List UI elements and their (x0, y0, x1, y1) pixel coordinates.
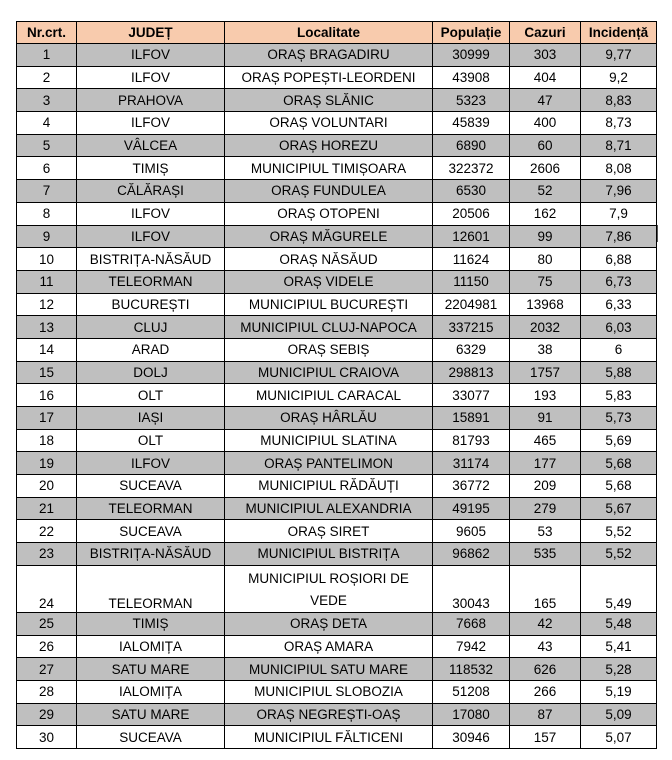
table-row (17, 202, 657, 225)
cell-nr: 5 (17, 134, 77, 157)
cell-incidenta: 6,03 (581, 316, 657, 339)
table-row (17, 66, 657, 89)
cell-populatie: 15891 (433, 407, 510, 430)
cell-judet: ARAD (77, 338, 225, 361)
cell-localitate: ORAȘ NĂSĂUD (225, 248, 433, 271)
cell-localitate: ORAȘ OTOPENI (225, 202, 433, 225)
cell-populatie: 337215 (433, 316, 510, 339)
cell-judet: ILFOV (77, 44, 225, 67)
table-row (17, 384, 657, 407)
cell-nr: 8 (17, 202, 77, 225)
cell-cazuri: 87 (510, 703, 581, 726)
cell-populatie: 36772 (433, 475, 510, 498)
cell-localitate: MUNICIPIUL ALEXANDRIA (225, 497, 433, 520)
cell-localitate: MUNICIPIUL BUCUREȘTI (225, 293, 433, 316)
cell-cazuri: 47 (510, 89, 581, 112)
cell-populatie: 11624 (433, 248, 510, 271)
cell-cazuri: 177 (510, 452, 581, 475)
cell-incidenta: 5,07 (581, 726, 657, 749)
table-row (17, 361, 657, 384)
cell-incidenta: 5,52 (581, 520, 657, 543)
cell-judet: ILFOV (77, 202, 225, 225)
cell-cazuri: 2032 (510, 316, 581, 339)
cell-localitate: ORAȘ SEBIȘ (225, 338, 433, 361)
table-row (17, 497, 657, 520)
cell-localitate: MUNICIPIUL TIMIȘOARA (225, 157, 433, 180)
cell-judet: ILFOV (77, 112, 225, 135)
table-row (17, 225, 657, 248)
cell-incidenta: 7,9 (581, 202, 657, 225)
cell-populatie: 49195 (433, 497, 510, 520)
cell-cazuri: 91 (510, 407, 581, 430)
table-row (17, 112, 657, 135)
cell-nr: 16 (17, 384, 77, 407)
cell-populatie: 5323 (433, 89, 510, 112)
table-row (17, 248, 657, 271)
cell-judet: SUCEAVA (77, 726, 225, 749)
cell-judet: TELEORMAN (77, 497, 225, 520)
cell-incidenta: 6,33 (581, 293, 657, 316)
cell-localitate: ORAȘ HÂRLĂU (225, 407, 433, 430)
cell-incidenta: 5,28 (581, 658, 657, 681)
cell-populatie: 51208 (433, 680, 510, 703)
cell-populatie: 31174 (433, 452, 510, 475)
table-row (17, 316, 657, 339)
cell-populatie: 11150 (433, 270, 510, 293)
cell-incidenta: 5,68 (581, 475, 657, 498)
cell-incidenta: 5,83 (581, 384, 657, 407)
cell-nr: 4 (17, 112, 77, 135)
header-nr: Nr.crt. (17, 22, 77, 44)
cell-judet: OLT (77, 384, 225, 407)
cell-localitate: ORAȘ POPEȘTI-LEORDENI (225, 66, 433, 89)
table-row (17, 429, 657, 452)
cell-populatie: 7668 (433, 612, 510, 635)
cell-cazuri: 38 (510, 338, 581, 361)
cell-judet: OLT (77, 429, 225, 452)
cell-cazuri: 535 (510, 543, 581, 566)
cell-nr: 11 (17, 270, 77, 293)
cell-nr: 24 (17, 565, 77, 612)
cell-incidenta: 6 (581, 338, 657, 361)
cell-cazuri: 165 (510, 565, 581, 612)
header-localitate: Localitate (225, 22, 433, 44)
table-body (17, 44, 657, 749)
cell-populatie: 20506 (433, 202, 510, 225)
cell-judet: IALOMIȚA (77, 680, 225, 703)
cell-populatie: 30946 (433, 726, 510, 749)
cell-populatie: 2204981 (433, 293, 510, 316)
cell-cazuri: 52 (510, 180, 581, 203)
table-row (17, 338, 657, 361)
cell-nr: 9 (17, 225, 77, 248)
cell-judet: DOLJ (77, 361, 225, 384)
table-row (17, 270, 657, 293)
cell-populatie: 96862 (433, 543, 510, 566)
cell-nr: 27 (17, 658, 77, 681)
cell-judet: IALOMIȚA (77, 635, 225, 658)
cell-incidenta: 5,09 (581, 703, 657, 726)
cell-populatie: 322372 (433, 157, 510, 180)
header-cazuri: Cazuri (510, 22, 581, 44)
table-row (17, 180, 657, 203)
cell-nr: 30 (17, 726, 77, 749)
cell-judet: TELEORMAN (77, 270, 225, 293)
cell-cazuri: 626 (510, 658, 581, 681)
cell-nr: 25 (17, 612, 77, 635)
cell-incidenta: 5,68 (581, 452, 657, 475)
cell-populatie: 33077 (433, 384, 510, 407)
cell-judet: BUCUREȘTI (77, 293, 225, 316)
table-row (17, 703, 657, 726)
cell-populatie: 30043 (433, 565, 510, 612)
incidence-table (16, 21, 657, 749)
cell-populatie: 81793 (433, 429, 510, 452)
table-row (17, 565, 657, 612)
cell-cazuri: 303 (510, 44, 581, 67)
cell-localitate: ORAȘ DETA (225, 612, 433, 635)
cell-incidenta: 6,73 (581, 270, 657, 293)
cell-cazuri: 465 (510, 429, 581, 452)
cell-judet: TELEORMAN (77, 565, 225, 612)
cell-nr: 1 (17, 44, 77, 67)
cell-populatie: 12601 (433, 225, 510, 248)
cell-incidenta: 7,86 (581, 225, 657, 248)
cell-cazuri: 400 (510, 112, 581, 135)
cell-localitate: MUNICIPIUL CARACAL (225, 384, 433, 407)
cell-judet: ILFOV (77, 452, 225, 475)
cell-nr: 3 (17, 89, 77, 112)
cell-localitate: ORAȘ VOLUNTARI (225, 112, 433, 135)
cell-nr: 20 (17, 475, 77, 498)
cell-nr: 7 (17, 180, 77, 203)
cell-populatie: 6530 (433, 180, 510, 203)
cell-cazuri: 1757 (510, 361, 581, 384)
cell-cazuri: 75 (510, 270, 581, 293)
cell-nr: 15 (17, 361, 77, 384)
cell-localitate: ORAȘ VIDELE (225, 270, 433, 293)
cell-cazuri: 2606 (510, 157, 581, 180)
cell-cazuri: 157 (510, 726, 581, 749)
cell-incidenta: 5,73 (581, 407, 657, 430)
cell-localitate: MUNICIPIUL CLUJ-NAPOCA (225, 316, 433, 339)
cell-incidenta: 5,19 (581, 680, 657, 703)
cell-nr: 26 (17, 635, 77, 658)
cell-judet: ILFOV (77, 225, 225, 248)
cell-cazuri: 279 (510, 497, 581, 520)
cell-nr: 10 (17, 248, 77, 271)
cell-incidenta: 5,49 (581, 565, 657, 612)
header-populatie: Populație (433, 22, 510, 44)
cell-populatie: 6890 (433, 134, 510, 157)
cell-judet: TIMIȘ (77, 157, 225, 180)
cell-incidenta: 8,08 (581, 157, 657, 180)
cell-localitate: MUNICIPIUL BISTRIȚA (225, 543, 433, 566)
cell-localitate: MUNICIPIUL ROȘIORI DE VEDE (225, 565, 433, 612)
cell-nr: 23 (17, 543, 77, 566)
cell-localitate: MUNICIPIUL SLATINA (225, 429, 433, 452)
table-row (17, 44, 657, 67)
cell-populatie: 45839 (433, 112, 510, 135)
cell-judet: SATU MARE (77, 703, 225, 726)
cell-localitate: MUNICIPIUL FĂLTICENI (225, 726, 433, 749)
cell-localitate: ORAȘ SIRET (225, 520, 433, 543)
table-row (17, 157, 657, 180)
text-cursor-mark (657, 225, 658, 242)
cell-populatie: 118532 (433, 658, 510, 681)
cell-localitate: MUNICIPIUL SLOBOZIA (225, 680, 433, 703)
cell-judet: BISTRIȚA-NĂSĂUD (77, 248, 225, 271)
cell-judet: TIMIȘ (77, 612, 225, 635)
cell-cazuri: 42 (510, 612, 581, 635)
cell-cazuri: 404 (510, 66, 581, 89)
cell-nr: 6 (17, 157, 77, 180)
cell-populatie: 298813 (433, 361, 510, 384)
cell-judet: SUCEAVA (77, 520, 225, 543)
cell-localitate: ORAȘ HOREZU (225, 134, 433, 157)
cell-incidenta: 9,77 (581, 44, 657, 67)
cell-judet: SATU MARE (77, 658, 225, 681)
cell-populatie: 7942 (433, 635, 510, 658)
cell-populatie: 17080 (433, 703, 510, 726)
cell-judet: SUCEAVA (77, 475, 225, 498)
table-row (17, 658, 657, 681)
cell-judet: CLUJ (77, 316, 225, 339)
cell-localitate: ORAȘ BRAGADIRU (225, 44, 433, 67)
table-row (17, 612, 657, 635)
cell-incidenta: 7,96 (581, 180, 657, 203)
cell-cazuri: 209 (510, 475, 581, 498)
cell-incidenta: 8,73 (581, 112, 657, 135)
table-row (17, 452, 657, 475)
cell-nr: 13 (17, 316, 77, 339)
cell-localitate: ORAȘ SLĂNIC (225, 89, 433, 112)
cell-incidenta: 9,2 (581, 66, 657, 89)
cell-localitate: MUNICIPIUL SATU MARE (225, 658, 433, 681)
cell-incidenta: 5,52 (581, 543, 657, 566)
cell-nr: 29 (17, 703, 77, 726)
cell-incidenta: 8,71 (581, 134, 657, 157)
cell-cazuri: 162 (510, 202, 581, 225)
table-row (17, 293, 657, 316)
cell-nr: 22 (17, 520, 77, 543)
table-row (17, 726, 657, 749)
cell-cazuri: 43 (510, 635, 581, 658)
table-row (17, 635, 657, 658)
cell-nr: 19 (17, 452, 77, 475)
cell-judet: CĂLĂRAȘI (77, 180, 225, 203)
cell-localitate: ORAȘ FUNDULEA (225, 180, 433, 203)
cell-judet: ILFOV (77, 66, 225, 89)
cell-incidenta: 6,88 (581, 248, 657, 271)
cell-nr: 17 (17, 407, 77, 430)
table-row (17, 134, 657, 157)
cell-localitate: MUNICIPIUL CRAIOVA (225, 361, 433, 384)
cell-populatie: 9605 (433, 520, 510, 543)
table-row (17, 89, 657, 112)
cell-localitate: MUNICIPIUL RĂDĂUȚI (225, 475, 433, 498)
cell-cazuri: 13968 (510, 293, 581, 316)
cell-populatie: 30999 (433, 44, 510, 67)
cell-populatie: 43908 (433, 66, 510, 89)
cell-judet: VÂLCEA (77, 134, 225, 157)
cell-cazuri: 99 (510, 225, 581, 248)
cell-cazuri: 80 (510, 248, 581, 271)
cell-incidenta: 5,41 (581, 635, 657, 658)
cell-nr: 21 (17, 497, 77, 520)
table-row (17, 543, 657, 566)
header-incidenta: Incidență (581, 22, 657, 44)
cell-cazuri: 60 (510, 134, 581, 157)
cell-incidenta: 5,48 (581, 612, 657, 635)
table-row (17, 520, 657, 543)
cell-cazuri: 53 (510, 520, 581, 543)
cell-nr: 18 (17, 429, 77, 452)
cell-incidenta: 5,67 (581, 497, 657, 520)
header-judet: JUDEȚ (77, 22, 225, 44)
cell-localitate: ORAȘ AMARA (225, 635, 433, 658)
cell-nr: 28 (17, 680, 77, 703)
cell-nr: 2 (17, 66, 77, 89)
cell-incidenta: 8,83 (581, 89, 657, 112)
table-row (17, 680, 657, 703)
cell-populatie: 6329 (433, 338, 510, 361)
cell-localitate: ORAȘ PANTELIMON (225, 452, 433, 475)
cell-incidenta: 5,88 (581, 361, 657, 384)
cell-nr: 12 (17, 293, 77, 316)
cell-judet: IAȘI (77, 407, 225, 430)
table-row (17, 407, 657, 430)
cell-cazuri: 266 (510, 680, 581, 703)
cell-localitate: ORAȘ MĂGURELE (225, 225, 433, 248)
cell-incidenta: 5,69 (581, 429, 657, 452)
header-row (17, 22, 657, 44)
cell-judet: BISTRIȚA-NĂSĂUD (77, 543, 225, 566)
table-row (17, 475, 657, 498)
cell-localitate: ORAȘ NEGREȘTI-OAȘ (225, 703, 433, 726)
cell-judet: PRAHOVA (77, 89, 225, 112)
cell-nr: 14 (17, 338, 77, 361)
cell-cazuri: 193 (510, 384, 581, 407)
